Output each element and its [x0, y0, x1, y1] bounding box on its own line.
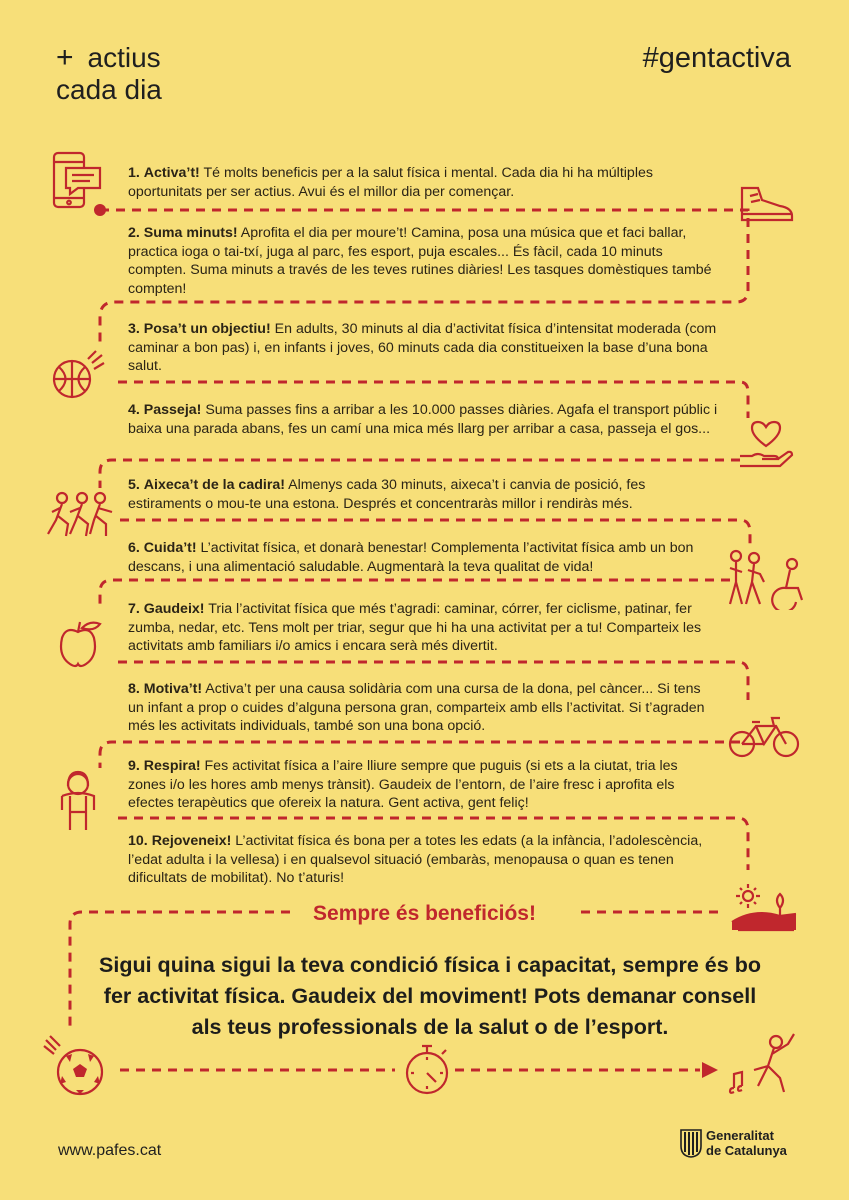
heart-hand-icon [738, 418, 794, 470]
tip-5 [128, 476, 718, 513]
generalitat-emblem-icon [680, 1128, 702, 1158]
bicycle-icon [728, 712, 802, 760]
org-line2: de Catalunya [706, 1143, 787, 1158]
person-icon [56, 770, 102, 834]
apple-icon [56, 618, 106, 670]
tip-title: Aixeca’t de la cadira! [143, 477, 285, 493]
tip-title: Activa’t! [143, 165, 200, 181]
tip-10 [128, 832, 718, 888]
sneaker-icon [736, 182, 798, 224]
tip-title: Passeja! [143, 402, 202, 418]
tip-title: Cuida’t! [143, 540, 197, 556]
tip-1 [128, 164, 718, 201]
closing-message: Sigui quina sigui la teva condició física i capacitat, sempre és bo fer activitat física. Gaudeix del moviment! Pots demanar consell als teus professionals de la salut o de l’esport. [99, 953, 761, 1039]
tip-number: 2. [128, 225, 140, 241]
org-name [706, 1128, 787, 1158]
family-icon [722, 548, 814, 610]
tip-title: Respira! [143, 758, 201, 774]
brand-line2: cada dia [56, 74, 162, 105]
brand-line1: actius [87, 42, 161, 73]
tip-text: Almenys cada 30 minuts, aixeca’t i canvia de posició, fes estiraments o mou-te una estona. Després et concentraràs millor i rendiràs més. [128, 477, 646, 512]
tip-number: 10. [128, 833, 148, 849]
tip-text: Tria l’activitat física que més t’agradi: caminar, córrer, fer ciclisme, patinar, fer zumba, nedar, etc. Tens molt per triar, segur que hi ha una activitat per a tu! Comparteix les activitats amb familiars i/o amics i encara serà més divertit. [128, 601, 702, 654]
stopwatch-icon [400, 1040, 454, 1098]
tip-number: 4. [128, 402, 140, 418]
tip-4 [128, 401, 718, 438]
tip-number: 8. [128, 681, 140, 697]
tip-text: Suma passes fins a arribar a les 10.000 passes diàries. Agafa el transport públic i baixa una parada abans, fes un camí una mica més llarg per arribar a casa, passeja el gos... [128, 402, 718, 437]
website-link[interactable]: www.pafes.cat [58, 1142, 162, 1159]
tip-text: Té molts beneficis per a la salut física i mental. Cada dia hi ha múltiples oportunitats per ser actius. Avui és el millor dia per començar. [128, 165, 653, 200]
basketball-icon [48, 345, 108, 405]
tip-number: 3. [128, 321, 140, 337]
tip-number: 1. [128, 165, 140, 181]
sempre-heading: Sempre és beneficiós! [313, 902, 536, 925]
phone-icon [48, 150, 110, 214]
hashtag: #gentactiva [642, 42, 791, 74]
tip-9 [128, 757, 718, 813]
org-line1: Generalitat [706, 1128, 774, 1143]
tip-text: Fes activitat física a l’aire lliure sempre que puguis (si ets a la ciutat, tria les zones i/o les hores amb menys trànsit). Gaudeix de l’entorn, de l’aire fresc i aprofita els efectes terapèutics que ofereix la natura. Gent activa, gent feliç! [128, 758, 678, 811]
tip-number: 7. [128, 601, 140, 617]
tip-text: L’activitat física és bona per a totes les edats (a la infància, l’adolescència, l’edat adulta i la vellesa) i en qualsevol situació (embaràs, menopausa o quan es tenen dificultats de mobilitat). No t’aturis! [128, 833, 703, 886]
tip-8 [128, 680, 718, 736]
tip-title: Posa’t un objectiu! [143, 321, 271, 337]
brand-plus: + [56, 41, 74, 74]
tip-number: 6. [128, 540, 140, 556]
tip-title: Suma minuts! [143, 225, 238, 241]
tip-text: Aprofita el dia per moure’t! Camina, posa una música que et faci ballar, practica ioga o tai-txí, juga al parc, fes esport, puja escales... És fàcil, cada 10 minuts compten. Suma minuts a través de les teves rutines diàries! Les tasques domèstiques també compten! [128, 225, 712, 297]
tip-title: Gaudeix! [143, 601, 205, 617]
tip-title: Rejoveneix! [151, 833, 232, 849]
tip-text: L’activitat física, et donarà benestar! Complementa l’activitat física amb un bon descans, i una alimentació saludable. Augmentarà la teva qualitat de vida! [128, 540, 694, 575]
tip-title: Motiva’t! [143, 681, 203, 697]
tip-number: 5. [128, 477, 140, 493]
tip-text: Activa’t per una causa solidària com una cursa de la dona, pel càncer... Si tens un infant a prop o cuides d’alguna persona gran, comparteix amb ells l’activitat. Si t’agraden més les activitats individuals, també son una bona opció. [128, 681, 705, 734]
tip-2 [128, 224, 718, 298]
soccer-ball-icon [42, 1034, 108, 1098]
tip-3 [128, 320, 718, 376]
runners-icon [44, 490, 118, 540]
tip-7 [128, 600, 718, 656]
tip-6 [128, 539, 718, 576]
tip-text: En adults, 30 minuts al dia d’activitat física d’intensitat moderada (com caminar a bon pas) i, en infants i joves, 60 minuts cada dia constitueixen la base d’una bona salut. [128, 321, 717, 374]
tip-number: 9. [128, 758, 140, 774]
